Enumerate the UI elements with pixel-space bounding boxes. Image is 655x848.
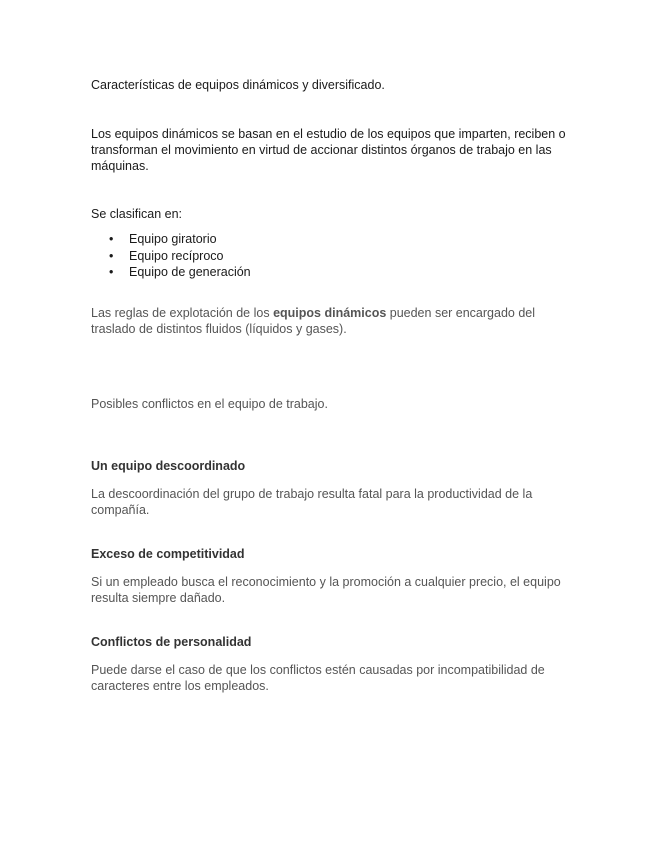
classification-list <box>91 231 251 281</box>
section-heading-competitividad: Exceso de competitividad <box>91 547 245 561</box>
list-item <box>91 231 251 248</box>
section-heading-descoordinado: Un equipo descoordinado <box>91 459 246 473</box>
document-title: Características de equipos dinámicos y diversificado. <box>91 78 385 92</box>
rules-text-after: pueden ser encargado del traslado de distintos fluidos (líquidos y gases). <box>91 306 536 336</box>
intro-paragraph: Los equipos dinámicos se basan en el estudio de los equipos que imparten, reciben o transforman el movimiento en virtud de accionar distintos órganos de trabajo en las máquinas. <box>91 127 566 173</box>
list-item <box>91 264 251 281</box>
bullet-icon: • <box>109 248 114 263</box>
section-text-personalidad: Puede darse el caso de que los conflictos estén causadas por incompatibilidad de caracteres entre los empleados. <box>91 663 545 693</box>
rules-text-before: Las reglas de explotación de los <box>91 306 274 320</box>
list-item-text: Equipo recíproco <box>129 248 224 263</box>
bullet-icon: • <box>109 265 114 279</box>
classification-label: Se clasifican en: <box>91 207 183 221</box>
section-heading-personalidad: Conflictos de personalidad <box>91 635 252 649</box>
conflicts-intro: Posibles conflictos en el equipo de trabajo. <box>91 397 328 411</box>
rules-bold-term: equipos dinámicos <box>273 306 387 320</box>
bullet-icon: • <box>109 232 114 246</box>
list-item <box>91 248 251 265</box>
section-text-descoordinado: La descoordinación del grupo de trabajo resulta fatal para la productividad de la compañía. <box>91 487 533 517</box>
section-text-competitividad: Si un empleado busca el reconocimiento y la promoción a cualquier precio, el equipo resulta siempre dañado. <box>91 575 561 605</box>
list-item-text: Equipo de generación <box>129 265 251 279</box>
list-item-text: Equipo giratorio <box>129 232 217 246</box>
rules-paragraph <box>91 305 571 337</box>
